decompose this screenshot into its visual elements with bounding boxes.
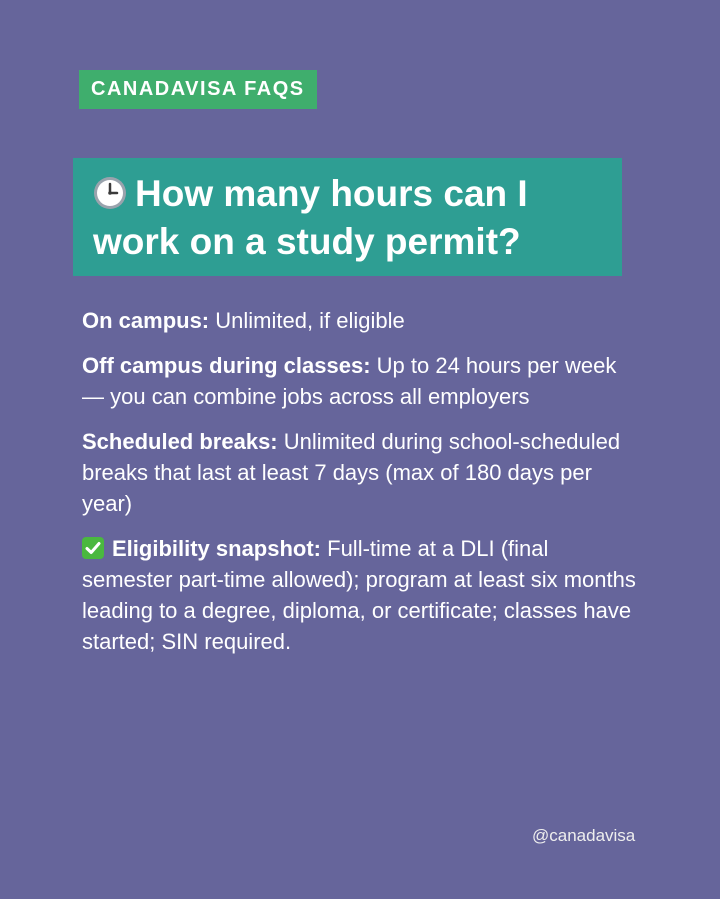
item-label: Eligibility snapshot: xyxy=(112,536,322,561)
item-label: Off campus during classes: xyxy=(82,353,371,378)
social-handle: @canadavisa xyxy=(532,826,636,845)
item-eligibility xyxy=(82,533,642,657)
item-text: Unlimited during school-scheduled breaks that last at least 7 days (max of 180 days per year) xyxy=(82,429,621,516)
page-title-line-2: work on a study permit? xyxy=(93,221,521,262)
faq-content xyxy=(82,305,642,671)
faq-tag: CANADAVISA FAQS xyxy=(79,70,317,109)
checkmark-icon xyxy=(82,537,104,559)
item-scheduled-breaks xyxy=(82,426,642,519)
page-title-line-1 xyxy=(93,170,608,218)
item-text: Full-time at a DLI (final semester part-time allowed); program at least six months leading to a degree, diploma, or certificate; classes have started; SIN required. xyxy=(82,536,636,654)
item-label: On campus: xyxy=(82,308,210,333)
item-text: Unlimited, if eligible xyxy=(209,308,405,333)
item-text: Up to 24 hours per week — you can combine jobs across all employers xyxy=(82,353,617,409)
clock-icon xyxy=(93,176,127,210)
item-on-campus xyxy=(82,305,642,336)
item-label: Scheduled breaks: xyxy=(82,429,278,454)
page-title-text-1: How many hours can I xyxy=(135,173,528,214)
title-box xyxy=(73,158,622,276)
item-off-campus xyxy=(82,350,642,412)
